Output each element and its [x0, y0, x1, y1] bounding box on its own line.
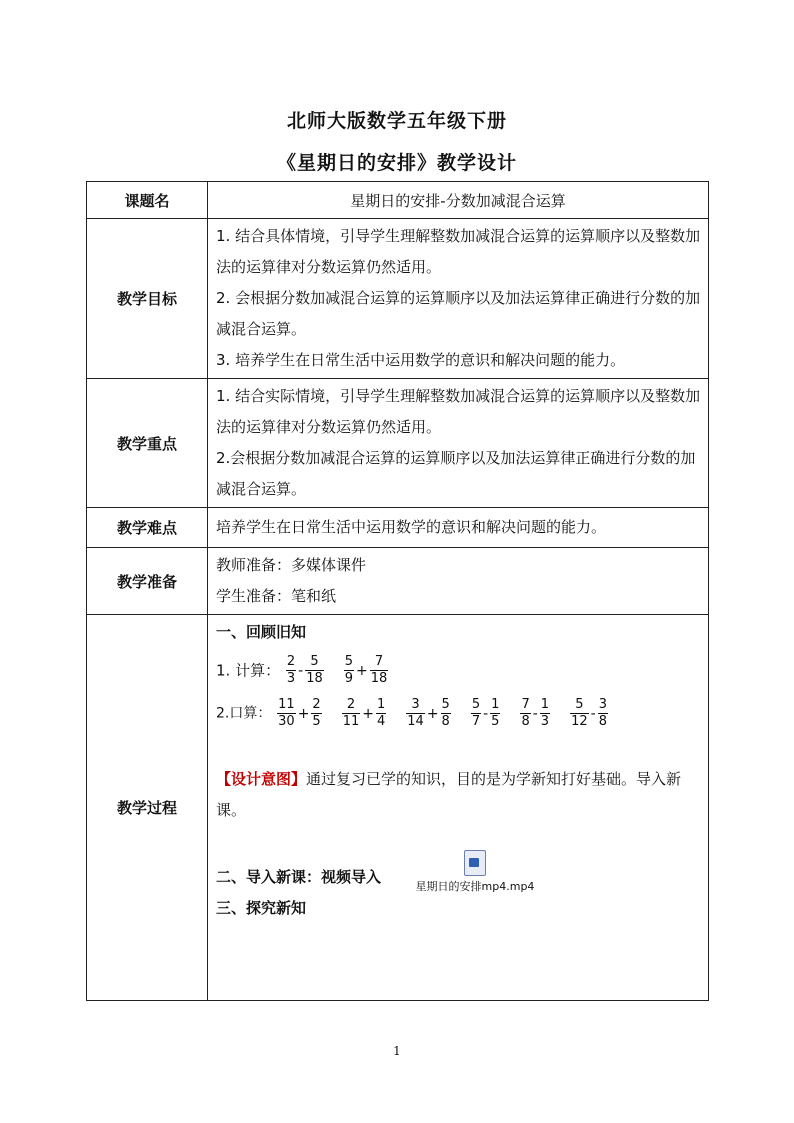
denominator: 18 [370, 671, 388, 686]
denominator: 5 [312, 714, 321, 729]
calc-label: 1. 计算： [216, 661, 281, 680]
calc-expressions [285, 654, 407, 686]
operator: - [298, 662, 304, 679]
numerator: 7 [370, 654, 389, 671]
denominator: 7 [471, 714, 481, 729]
fraction [344, 654, 354, 687]
denominator: 3 [286, 671, 296, 686]
denominator: 8 [521, 714, 530, 729]
fraction [342, 697, 361, 730]
numerator: 5 [471, 697, 481, 712]
denominator: 4 [376, 714, 386, 729]
numerator: 3 [598, 697, 607, 712]
numerator: 2 [312, 697, 321, 712]
operator: - [532, 705, 538, 722]
expression [343, 654, 390, 687]
denominator: 30 [278, 714, 295, 729]
numerator: 5 [344, 654, 354, 669]
fraction [370, 654, 389, 687]
oral-label: 2.口算： [216, 705, 272, 722]
process-content [208, 615, 709, 1001]
section-explore: 三、探究新知 [216, 899, 307, 917]
denominator: 18 [306, 671, 323, 686]
fraction [520, 697, 530, 730]
fraction [376, 697, 386, 730]
goal-item: 2. 会根据分数加减混合运算的运算顺序以及加法运算律正确进行分数的加减混合运算。 [216, 289, 701, 338]
oral-row [216, 697, 702, 730]
operator: + [426, 705, 439, 722]
denominator: 8 [441, 714, 450, 729]
prep-student: 学生准备：笔和纸 [216, 587, 337, 605]
numerator: 1 [376, 697, 386, 712]
key-content [208, 379, 709, 508]
fraction [471, 697, 481, 730]
fraction [441, 697, 451, 730]
oral-expressions [276, 697, 627, 729]
fraction [598, 697, 608, 730]
numerator: 3 [406, 697, 425, 714]
fraction [286, 654, 296, 687]
expression [470, 697, 502, 730]
fraction [406, 697, 425, 730]
goal-item: 3. 培养学生在日常生活中运用数学的意识和解决问题的能力。 [216, 351, 626, 369]
expression [405, 697, 452, 730]
page-title: 北师大版数学五年级下册 [286, 110, 507, 132]
expression [285, 654, 325, 687]
operator: - [483, 705, 489, 722]
numerator: 2 [342, 697, 361, 714]
denominator: 12 [571, 714, 588, 729]
expression [276, 697, 323, 730]
video-file-name: 星期日的安排mp4.mp4 [415, 880, 535, 893]
lesson-title: 《星期日的安排》教学设计 [276, 152, 517, 174]
denominator: 9 [344, 671, 354, 686]
difficulty-label: 教学难点 [87, 508, 208, 548]
fraction [490, 697, 500, 730]
denominator: 11 [342, 714, 360, 729]
numerator: 5 [441, 697, 450, 712]
fraction [305, 654, 324, 687]
design-intent-tag: 【设计意图】 [216, 770, 307, 788]
topic-value: 星期日的安排-分数加减混合运算 [208, 182, 709, 219]
fraction [540, 697, 550, 730]
expression [341, 697, 388, 730]
numerator: 1 [491, 697, 500, 712]
numerator: 5 [305, 654, 324, 671]
denominator: 8 [598, 714, 607, 729]
calc-row [216, 654, 702, 687]
numerator: 7 [521, 697, 530, 712]
video-file-icon [464, 850, 486, 876]
operator: + [297, 705, 310, 722]
section-intro: 二、导入新课：视频导入 [216, 868, 382, 886]
section-review: 一、回顾旧知 [216, 623, 307, 641]
expression [519, 697, 551, 730]
lesson-plan-table [86, 181, 709, 1001]
goals-label: 教学目标 [87, 219, 208, 379]
design-intent-text: 通过复习已学的知识，目的是为学新知打好基础。导入新课。 [216, 770, 682, 819]
denominator: 5 [491, 714, 500, 729]
operator: + [362, 705, 374, 722]
operator: + [356, 662, 368, 679]
operator: - [590, 705, 596, 722]
key-item: 2.会根据分数加减混合运算的运算顺序以及加法运算律正确进行分数的加减混合运算。 [216, 449, 696, 498]
difficulty-value: 培养学生在日常生活中运用数学的意识和解决问题的能力。 [208, 508, 709, 548]
goal-item: 1. 结合具体情境，引导学生理解整数加减混合运算的运算顺序以及整数加法的运算律对分数运算仍然适用。 [216, 227, 701, 276]
prep-teacher: 教师准备：多媒体课件 [216, 556, 367, 574]
video-attachment[interactable] [410, 850, 540, 894]
denominator: 14 [407, 714, 424, 729]
numerator: 5 [570, 697, 589, 714]
numerator: 11 [278, 697, 295, 712]
fraction [570, 697, 589, 730]
key-label: 教学重点 [87, 379, 208, 508]
expression [569, 697, 609, 730]
process-label: 教学过程 [87, 615, 208, 1001]
prep-label: 教学准备 [87, 548, 208, 615]
page-number: 1 [393, 1044, 401, 1058]
design-intent [216, 764, 702, 826]
fraction [277, 697, 296, 730]
denominator: 3 [540, 714, 550, 729]
numerator: 1 [540, 697, 550, 712]
key-item: 1. 结合实际情境，引导学生理解整数加减混合运算的运算顺序以及整数加法的运算律对分数运算仍然适用。 [216, 387, 701, 436]
fraction [311, 697, 321, 730]
prep-content [208, 548, 709, 615]
numerator: 2 [286, 654, 296, 669]
goals-content [208, 219, 709, 379]
topic-label: 课题名 [87, 182, 208, 219]
